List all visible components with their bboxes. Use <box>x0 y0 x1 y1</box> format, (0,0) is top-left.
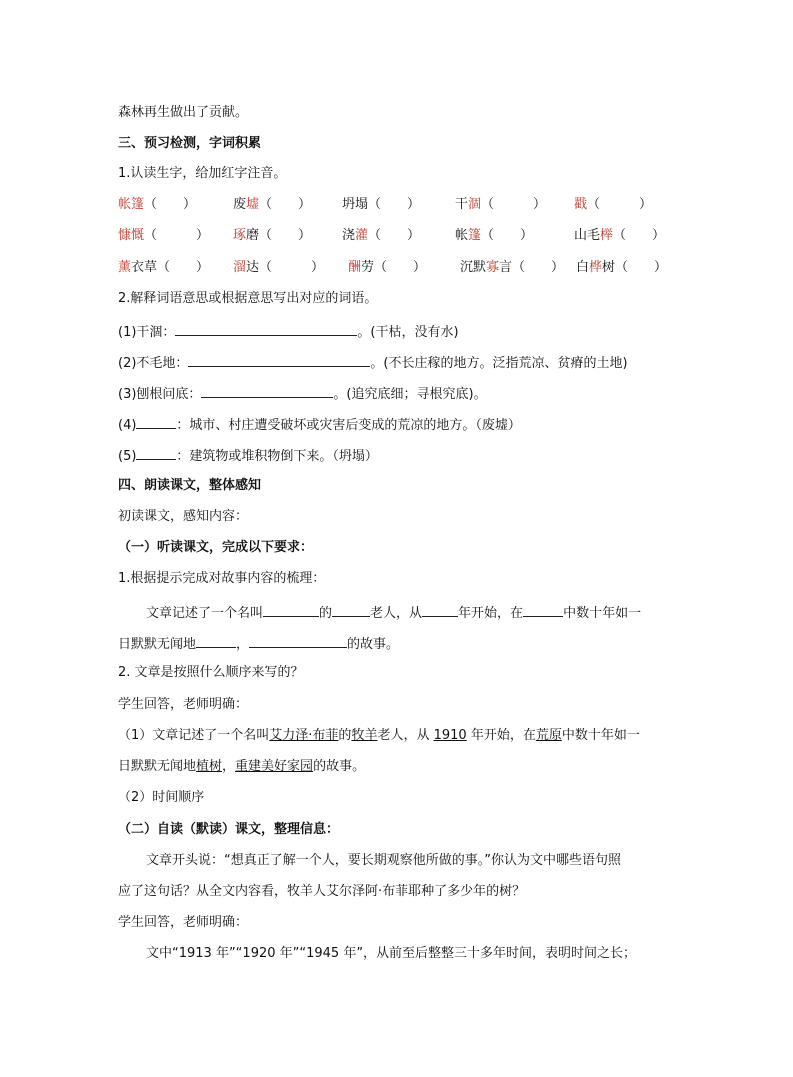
intro-line: 初读课文，感知内容： <box>118 509 249 524</box>
vocab-item: 山毛榉（ ） <box>574 228 666 243</box>
definition-5: (5) ：建筑物或堆积物倒下来。（坍塌） <box>118 446 378 465</box>
answer-line-2: 日默默无闻地植树，重建美好家园的故事。 <box>118 759 366 774</box>
answer-line-1: （1）文章记述了一个名叫艾力泽·布菲的牧羊老人，从 1910 年开始，在荒原中数十年如一 <box>118 728 640 743</box>
teacher-answer-label: 学生回答，老师明确： <box>118 697 249 712</box>
paragraph-line: 文中“1913 年”“1920 年”“1945 年”，从前至后整整三十多年时间，表明时间之长； <box>146 946 637 961</box>
vocab-item: 琢磨（ ） <box>233 228 312 243</box>
vocab-item: 废墟（ ） <box>233 197 312 212</box>
fill-blank-line-2: 日默默无闻地 ， 的故事。 <box>118 634 399 653</box>
vocab-item: 干涸（ ） <box>455 197 547 212</box>
paragraph-line: 文章开头说：“想真正了解一个人，要长期观察他所做的事。”你认为文中哪些语句照 <box>146 853 621 868</box>
definition-2: (2)不毛地： 。(不长庄稼的地方。泛指荒凉、贫瘠的土地) <box>118 353 628 372</box>
subsection-1: （一）听读课文，完成以下要求： <box>118 540 314 555</box>
vocab-item: 慷慨（ ） <box>118 228 210 243</box>
subsection-2: （二）自读（默读）课文，整理信息： <box>118 822 340 837</box>
vocab-item: 酬劳（ ） <box>348 260 427 275</box>
text-line: 森林再生做出了贡献。 <box>118 105 249 120</box>
teacher-answer-label: 学生回答，老师明确： <box>118 915 249 930</box>
question-2: 2.解释词语意思或根据意思写出对应的词语。 <box>118 291 378 306</box>
vocab-item: 薰衣草（ ） <box>118 260 210 275</box>
vocab-item: 溜达（ ） <box>233 260 325 275</box>
vocab-item: 帐篷（ ） <box>118 197 197 212</box>
subsection-1-question-2: 2. 文章是按照什么顺序来写的？ <box>118 665 304 680</box>
vocab-item: 戳（ ） <box>574 197 653 212</box>
definition-3: (3)刨根问底： 。(追究底细；寻根究底)。 <box>118 384 487 403</box>
fill-blank-line-1: 文章记述了一个名叫 的 老人，从 年开始，在 中数十年如一 <box>146 603 641 622</box>
question-1: 1.认读生字，给加红字注音。 <box>118 166 287 181</box>
definition-1: (1)干涸： 。(干枯，没有水) <box>118 322 459 341</box>
vocab-item: 坍塌（ ） <box>342 197 421 212</box>
paragraph-line: 应了这句话？从全文内容看，牧羊人艾尔泽阿·布菲耶种了多少年的树？ <box>118 884 526 899</box>
answer-line-3: （2）时间顺序 <box>118 790 205 805</box>
vocab-item: 浇灌（ ） <box>342 228 421 243</box>
vocab-item: 帐篷（ ） <box>455 228 534 243</box>
definition-4: (4) ：城市、村庄遭受破坏或灾害后变成的荒凉的地方。（废墟） <box>118 415 521 434</box>
vocab-item: 白桦树（ ） <box>576 260 668 275</box>
section-heading-4: 四、朗读课文，整体感知 <box>118 478 262 493</box>
section-heading-3: 三、预习检测，字词积累 <box>118 136 262 151</box>
vocab-item: 沉默寡言（ ） <box>460 260 565 275</box>
subsection-1-question-1: 1.根据提示完成对故事内容的梳理： <box>118 571 326 586</box>
